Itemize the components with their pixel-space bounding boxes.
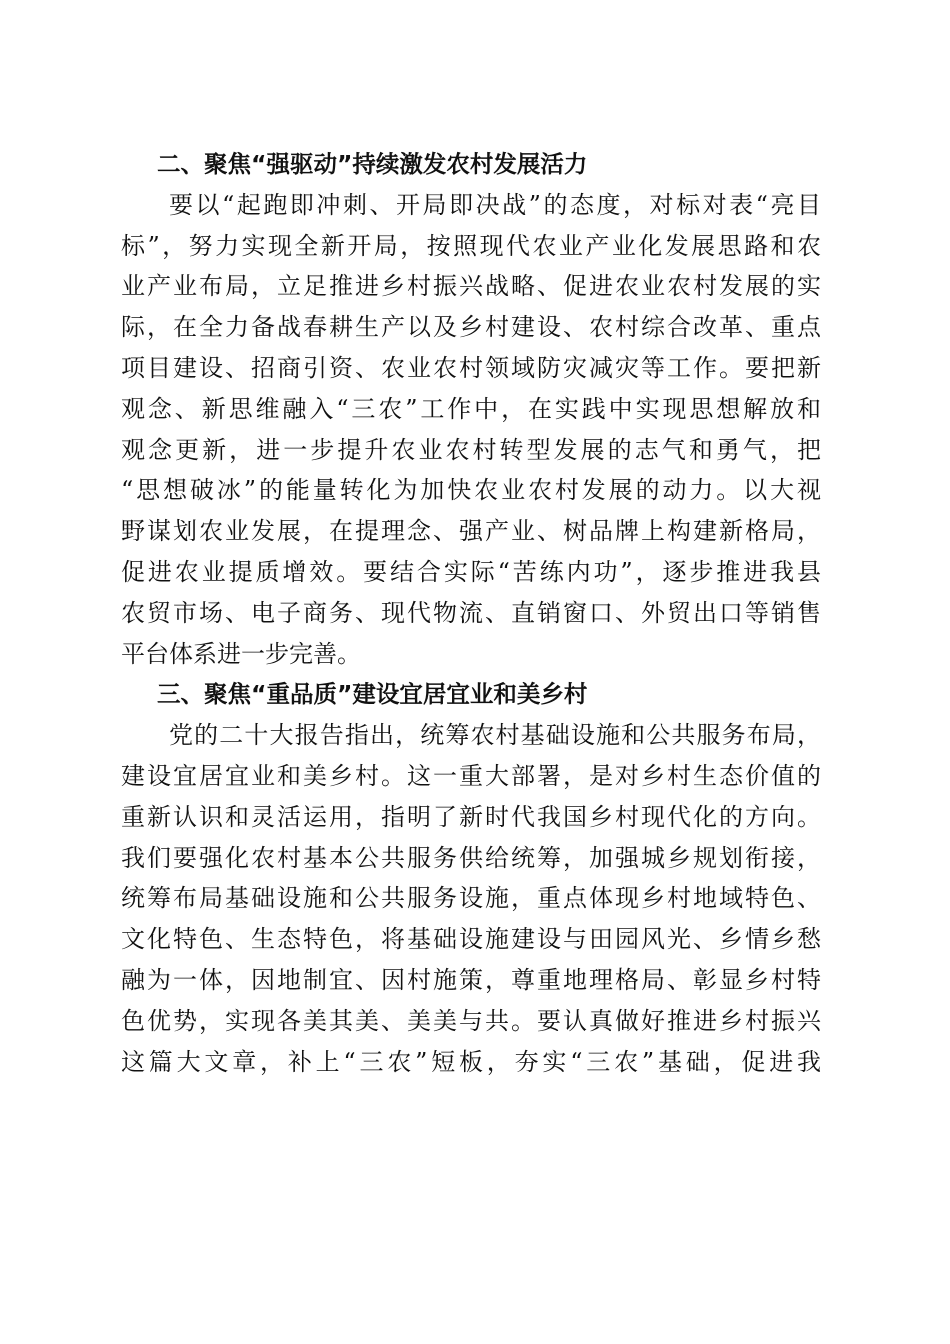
paragraph-line: 融为一体，因地制宜、因村施策，尊重地理格局、彰显乡村特 [121, 965, 821, 994]
paragraph-line: 业产业布局，立足推进乡村振兴战略、促进农业农村发展的实 [121, 272, 821, 301]
paragraph-line: 我们要强化农村基本公共服务供给统筹，加强城乡规划衔接， [121, 843, 821, 872]
paragraph-line: 平台体系进一步完善。 [121, 639, 361, 668]
paragraph-line: 党的二十大报告指出，统筹农村基础设施和公共服务布局， [169, 721, 821, 750]
paragraph-line: 际，在全力备战春耕生产以及乡村建设、农村综合改革、重点 [121, 313, 821, 342]
paragraph-line: 重新认识和灵活运用，指明了新时代我国乡村现代化的方向。 [121, 802, 821, 831]
paragraph-line: 这篇大文章，补上“三农”短板，夯实“三农”基础，促进我 [121, 1047, 821, 1076]
section-heading: 二、聚焦“强驱动”持续激发农村发展活力 [157, 150, 588, 178]
paragraph-line: 建设宜居宜业和美乡村。这一重大部署，是对乡村生态价值的 [121, 761, 821, 790]
paragraph-line: 农贸市场、电子商务、现代物流、直销窗口、外贸出口等销售 [121, 598, 821, 627]
paragraph-line: 标”，努力实现全新开局，按照现代农业产业化发展思路和农 [121, 231, 821, 260]
document-body [121, 144, 821, 1082]
paragraph-line: 野谋划农业发展，在提理念、强产业、树品牌上构建新格局， [121, 517, 821, 546]
paragraph-line: 要以“起跑即冲刺、开局即决战”的态度，对标对表“亮目 [169, 190, 821, 219]
paragraph-line: “思想破冰”的能量转化为加快农业农村发展的动力。以大视 [121, 476, 821, 505]
paragraph-line: 观念、新思维融入“三农”工作中，在实践中实现思想解放和 [121, 394, 821, 423]
paragraph-line: 文化特色、生态特色，将基础设施建设与田园风光、乡情乡愁 [121, 925, 821, 954]
paragraph-line: 色优势，实现各美其美、美美与共。要认真做好推进乡村振兴 [121, 1006, 821, 1035]
paragraph-line: 项目建设、招商引资、农业农村领域防灾减灾等工作。要把新 [121, 353, 821, 382]
paragraph-line: 观念更新，进一步提升农业农村转型发展的志气和勇气，把 [121, 435, 821, 464]
section-heading: 三、聚焦“重品质”建设宜居宜业和美乡村 [157, 680, 588, 709]
paragraph-line: 促进农业提质增效。要结合实际“苦练内功”，逐步推进我县 [121, 557, 821, 586]
paragraph-line: 统筹布局基础设施和公共服务设施，重点体现乡村地域特色、 [121, 884, 821, 913]
